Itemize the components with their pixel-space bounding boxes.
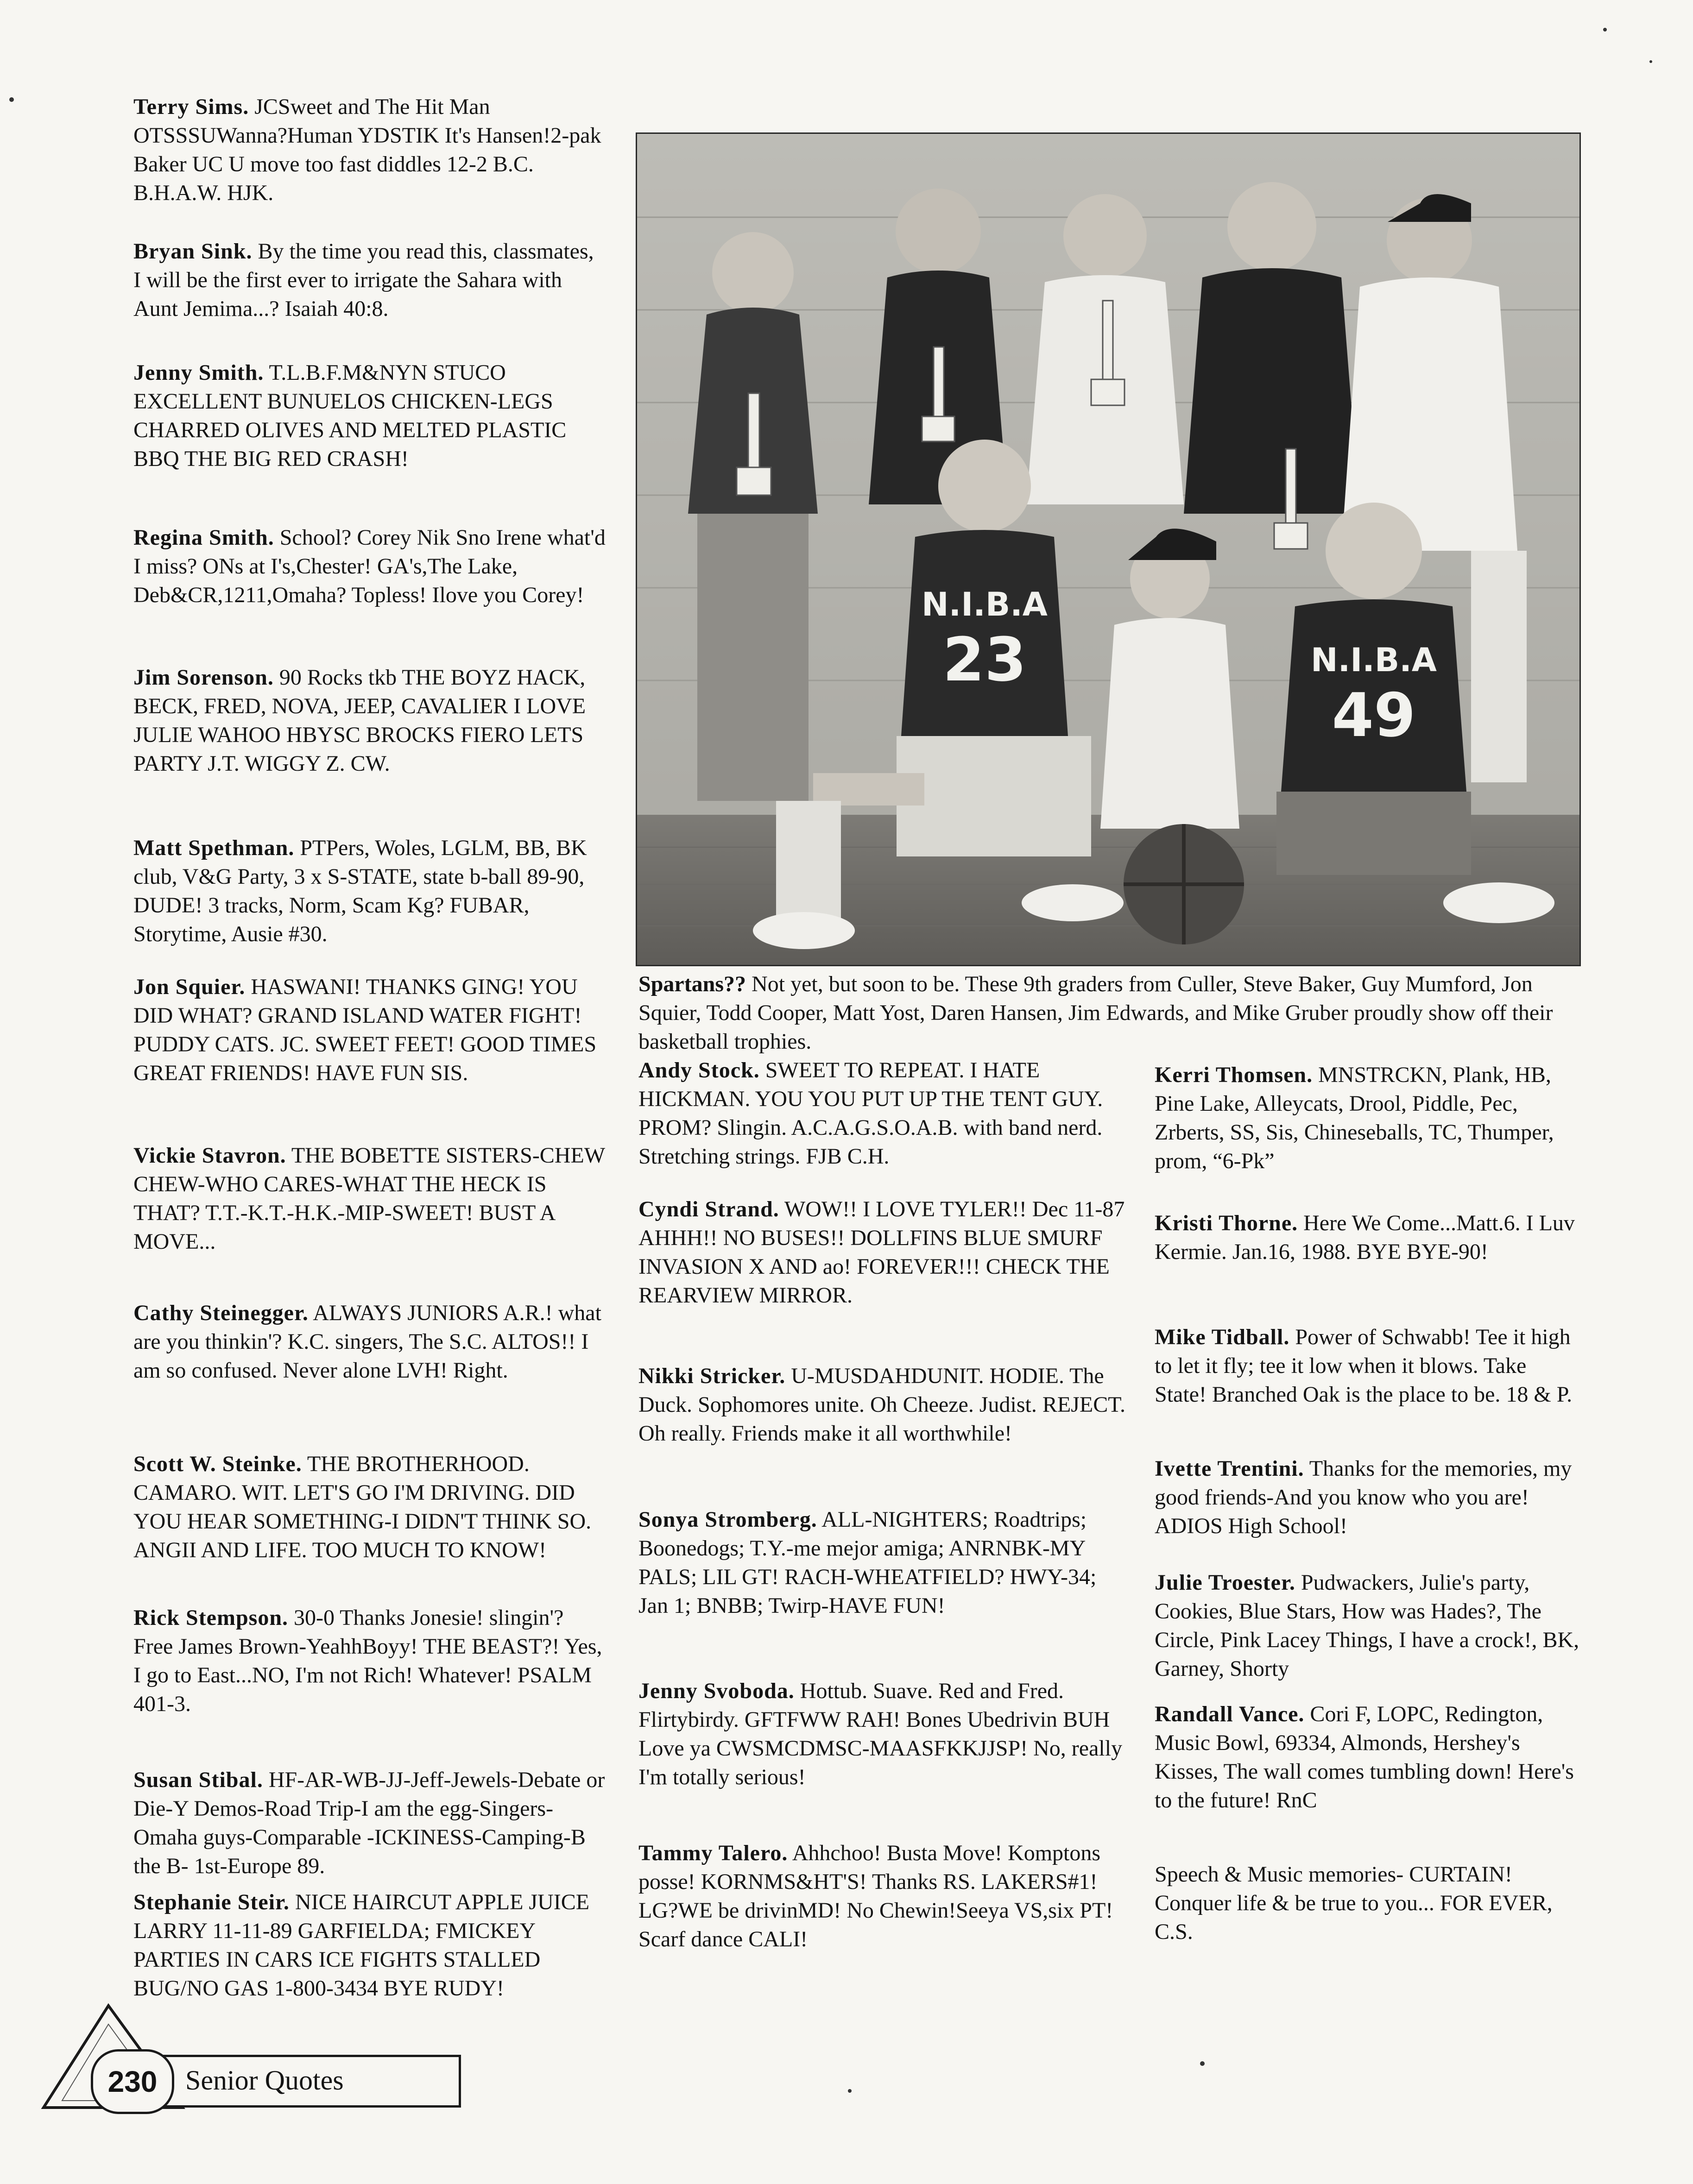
senior-quote: [638, 1677, 1130, 1792]
student-name: Cathy Steinegger.: [133, 1301, 309, 1325]
senior-quote: [133, 834, 606, 949]
quote-text: WOW!! I LOVE TYLER!! Dec 11-87 AHHH!! NO BUSES!! DOLLFINS BLUE SMURF INVASION X AND ao! FOREVER!!! CHECK THE REARVIEW MIRROR.: [638, 1197, 1125, 1308]
student-name: Kerri Thomsen.: [1155, 1063, 1313, 1087]
quote-text: 30-0 Thanks Jonesie! slingin'? Free James Brown-YeahhBoyy! THE BEAST?! Yes, I go to East...NO, I'm not Rich! Whatever! PSALM 401-3.: [133, 1605, 602, 1716]
student-name: Sonya Stromberg.: [638, 1507, 817, 1532]
senior-quote: [133, 663, 606, 778]
caption-lead: Spartans??: [638, 972, 746, 996]
scan-speck: [1649, 60, 1652, 63]
student-name: Vickie Stavron.: [133, 1143, 286, 1168]
page-number: 230: [91, 2049, 174, 2114]
senior-quote: [133, 1450, 606, 1565]
quote-text: Hottub. Suave. Red and Fred. Flirtybirdy. GFTFWW RAH! Bones Ubedrivin BUH Love ya CWSMCDMSC-MAASFKKJJSP! No, really I'm totally serious!: [638, 1679, 1123, 1789]
quote-text: By the time you read this, classmates, I will be the first ever to irrigate the Sahara with Aunt Jemima...? Isaiah 40:8.: [133, 239, 594, 321]
section-title: Senior Quotes: [185, 2065, 344, 2096]
caption-text: Not yet, but soon to be. These 9th graders from Culler, Steve Baker, Guy Mumford, Jon Squier, Todd Cooper, Matt Yost, Daren Hansen, Jim Edwards, and Mike Gruber proudly show off their basketball trophies.: [638, 972, 1553, 1054]
student-name: Terry Sims.: [133, 94, 249, 119]
student-name: Stephanie Steir.: [133, 1890, 290, 1914]
student-name: Randall Vance.: [1155, 1702, 1305, 1726]
senior-quote: [1155, 1209, 1581, 1266]
quote-text: Speech & Music memories- CURTAIN! Conquer life & be true to you... FOR EVER, C.S.: [1155, 1862, 1553, 1944]
senior-quote: [1155, 1454, 1581, 1541]
quote-text: NICE HAIRCUT APPLE JUICE LARRY 11-11-89 GARFIELDA; FMICKEY PARTIES IN CARS ICE FIGHTS STALLED BUG/NO GAS 1-800-3434 BYE RUDY!: [133, 1890, 590, 2001]
senior-quote: [1155, 1323, 1581, 1409]
senior-quote: [638, 1505, 1130, 1620]
team-photo-illustration: [637, 134, 1579, 965]
scan-speck: [1603, 28, 1607, 31]
scan-speck: [9, 97, 14, 102]
quote-text: Cori F, LOPC, Redington, Music Bowl, 69334, Almonds, Hershey's Kisses, The wall comes tumbling down! Here's to the future! RnC: [1155, 1702, 1574, 1813]
scan-speck: [1200, 2061, 1205, 2066]
quote-text: ALL-NIGHTERS; Roadtrips; Boonedogs; T.Y.-me mejor amiga; ANRNBK-MY PALS; LIL GT! RACH-WHEATFIELD? HWY-34; Jan 1; BNBB; Twirp-HAVE FUN!: [638, 1507, 1097, 1618]
senior-quote: [133, 1766, 606, 1881]
student-name: Nikki Stricker.: [638, 1364, 786, 1388]
quote-text: ALWAYS JUNIORS A.R.! what are you thinkin'? K.C. singers, The S.C. ALTOS!! I am so confused. Never alone LVH! Right.: [133, 1301, 601, 1383]
jersey-number-23: 23: [942, 624, 1027, 695]
quote-text: 90 Rocks tkb THE BOYZ HACK, BECK, FRED, NOVA, JEEP, CAVALIER I LOVE JULIE WAHOO HBYSC BROCKS FIERO LETS PARTY J.T. WIGGY Z. CW.: [133, 665, 586, 776]
quote-text: HF-AR-WB-JJ-Jeff-Jewels-Debate or Die-Y Demos-Road Trip-I am the egg-Singers-Omaha guys-Comparable -ICKINESS-Camping-B the B- 1st-Europe 89.: [133, 1768, 605, 1878]
senior-quote: [133, 1604, 606, 1718]
student-name: Jenny Svoboda.: [638, 1679, 795, 1703]
senior-quote: [133, 237, 606, 323]
student-name: Scott W. Steinke.: [133, 1452, 302, 1476]
team-photo: [636, 132, 1581, 966]
quote-text: U-MUSDAHDUNIT. HODIE. The Duck. Sophomores unite. Oh Cheeze. Judist. REJECT. Oh really. Friends make it all worthwhile!: [638, 1364, 1125, 1446]
senior-quote: [133, 1141, 606, 1256]
senior-quote: [1155, 1061, 1581, 1176]
quote-text: PTPers, Woles, LGLM, BB, BK club, V&G Party, 3 x S-STATE, state b-ball 89-90, DUDE! 3 tracks, Norm, Scam Kg? FUBAR, Storytime, Ausie #30.: [133, 836, 587, 946]
quote-text: Thanks for the memories, my good friends-And you know who you are! ADIOS High School!: [1155, 1456, 1572, 1538]
scan-speck: [848, 2089, 852, 2093]
senior-quote: [133, 359, 606, 473]
senior-quote: [638, 1056, 1130, 1171]
student-name: Tammy Talero.: [638, 1841, 788, 1865]
quote-text: T.L.B.F.M&NYN STUCO EXCELLENT BUNUELOS CHICKEN-LEGS CHARRED OLIVES AND MELTED PLASTIC BBQ THE BIG RED CRASH!: [133, 360, 567, 471]
student-name: Cyndi Strand.: [638, 1197, 779, 1221]
quote-text: THE BROTHERHOOD. CAMARO. WIT. LET'S GO I'M DRIVING. DID YOU HEAR SOMETHING-I DIDN'T THINK SO. ANGII AND LIFE. TOO MUCH TO KNOW!: [133, 1452, 592, 1562]
senior-quote: [133, 1299, 606, 1385]
student-name: Ivette Trentini.: [1155, 1456, 1304, 1481]
student-name: Kristi Thorne.: [1155, 1211, 1298, 1235]
jersey-text: N.I.B.A: [922, 585, 1048, 623]
senior-quote-fragment: [1155, 1860, 1581, 1946]
student-name: Andy Stock.: [638, 1058, 760, 1083]
student-name: Bryan Sink.: [133, 239, 253, 264]
student-name: Regina Smith.: [133, 525, 274, 550]
senior-quote: [133, 93, 606, 208]
quote-text: THE BOBETTE SISTERS-CHEW CHEW-WHO CARES-WHAT THE HECK IS THAT? T.T.-K.T.-H.K.-MIP-SWEET! BUST A MOVE...: [133, 1143, 605, 1254]
quote-text: Here We Come...Matt.6. I Luv Kermie. Jan.16, 1988. BYE BYE-90!: [1155, 1211, 1575, 1264]
quote-text: School? Corey Nik Sno Irene what'd I miss? ONs at I's,Chester! GA's,The Lake, Deb&CR,1211,Omaha? Topless! Ilove you Corey!: [133, 525, 606, 607]
student-name: Julie Troester.: [1155, 1570, 1295, 1595]
student-name: Susan Stibal.: [133, 1768, 263, 1792]
quote-text: JCSweet and The Hit Man OTSSSUWanna?Human YDSTIK It's Hansen!2-pak Baker UC U move too fast diddles 12-2 B.C. B.H.A.W. HJK.: [133, 94, 601, 205]
senior-quote: [1155, 1568, 1581, 1683]
senior-quote: [133, 523, 606, 610]
quote-text: Ahhchoo! Busta Move! Komptons posse! KORNMS&HT'S! Thanks RS. LAKERS#1! LG?WE be drivinMD! No Chewin!Seeya VS,six PT! Scarf dance CALI!: [638, 1841, 1113, 1951]
jersey-number-49: 49: [1332, 680, 1416, 750]
student-name: Jim Sorenson.: [133, 665, 274, 690]
senior-quote: [638, 1839, 1130, 1954]
student-name: Matt Spethman.: [133, 836, 295, 860]
student-name: Mike Tidball.: [1155, 1325, 1290, 1349]
quote-text: MNSTRCKN, Plank, HB, Pine Lake, Alleycats, Drool, Piddle, Pec, Zrberts, SS, Sis, Chineseballs, TC, Thumper, prom, “6-Pk”: [1155, 1063, 1554, 1173]
student-name: Jon Squier.: [133, 975, 246, 999]
jersey-text: N.I.B.A: [1311, 641, 1437, 679]
senior-quote: [1155, 1700, 1581, 1815]
student-name: Rick Stempson.: [133, 1605, 289, 1630]
photo-caption: [638, 970, 1584, 1056]
quote-text: HASWANI! THANKS GING! YOU DID WHAT? GRAND ISLAND WATER FIGHT! PUDDY CATS. JC. SWEET FEET! GOOD TIMES GREAT FRIENDS! HAVE FUN SIS.: [133, 975, 597, 1085]
quote-text: Pudwackers, Julie's party, Cookies, Blue Stars, How was Hades?, The Circle, Pink Lacey Things, I have a crock!, BK, Garney, Shorty: [1155, 1570, 1579, 1681]
senior-quote: [638, 1362, 1130, 1448]
quote-text: Power of Schwabb! Tee it high to let it fly; tee it low when it blows. Take State! Branched Oak is the place to be. 18 & P.: [1155, 1325, 1573, 1407]
senior-quote: [133, 1888, 606, 2003]
student-name: Jenny Smith.: [133, 360, 264, 385]
quote-text: SWEET TO REPEAT. I HATE HICKMAN. YOU YOU PUT UP THE TENT GUY. PROM? Slingin. A.C.A.G.S.O.A.B. with band nerd. Stretching strings. FJB C.H.: [638, 1058, 1103, 1169]
senior-quote: [638, 1195, 1130, 1310]
senior-quote: [133, 973, 606, 1088]
